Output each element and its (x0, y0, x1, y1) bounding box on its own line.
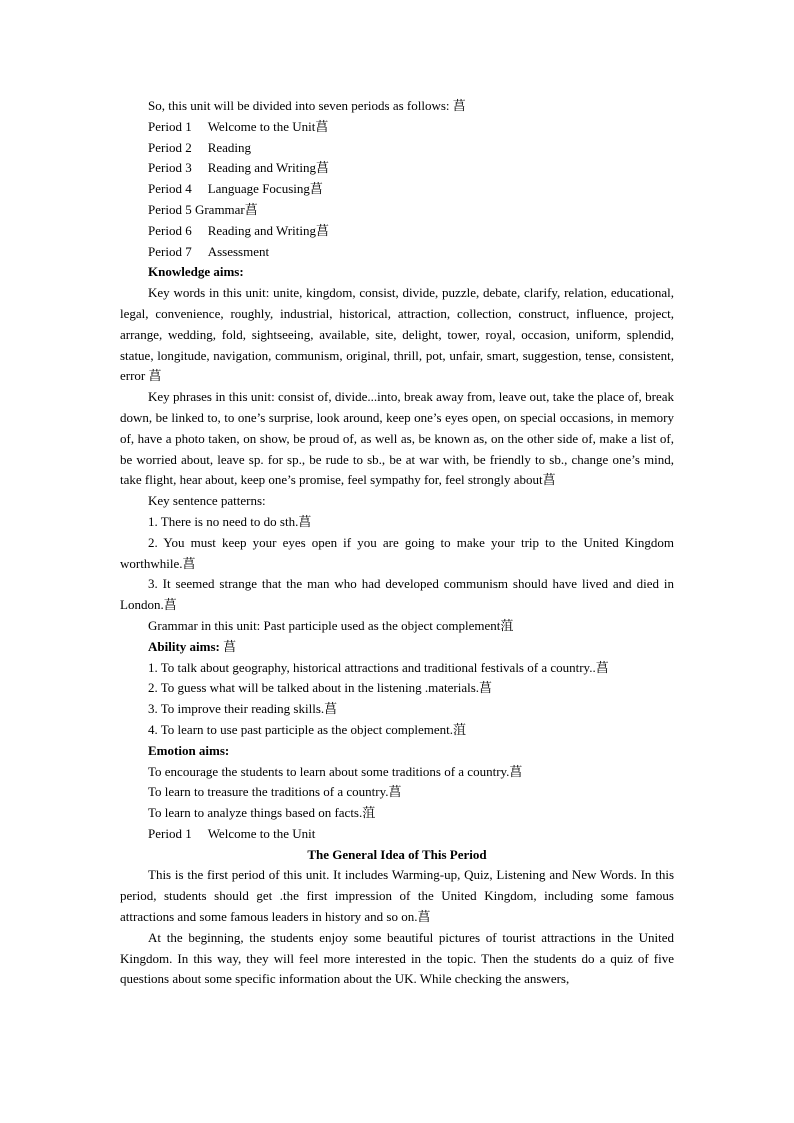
period-title: Assessment (207, 243, 270, 259)
period-item (120, 200, 674, 221)
ability-aims-heading: Ability aims: (148, 638, 220, 654)
period-label: Period 6 (148, 222, 192, 238)
period-title: Reading (207, 139, 252, 155)
ability-aims-suffix: 菖 (219, 638, 237, 654)
ability-aim-item: 4. To learn to use past participle as the object complement.菹 (148, 721, 466, 737)
period-item (120, 138, 674, 159)
ability-aim-item: 2. To guess what will be talked about in the listening .materials.菖 (148, 680, 493, 696)
key-phrases-paragraph: Key phrases in this unit: consist of, divide...into, break away from, leave out, take the place of, break down, be linked to, to one’s surprise, look around, keep one’s eyes open, on special occasions, in memory of, have a photo taken, on show, be proud of, as well as, be known as, on the other side of, make a list of, be worried about, leave sp. for sp., be rude to sb., be at war with, be friendly to sb., change one’s mind, take flight, hear about, keep one’s promise, feel sympathy for, feel strongly about菖 (120, 389, 674, 488)
grammar-paragraph: Grammar in this unit: Past participle used as the object complement菹 (148, 617, 514, 633)
emotion-aims-heading: Emotion aims: (148, 742, 230, 758)
period-label: Period 3 (148, 160, 192, 176)
period1-line (120, 824, 674, 845)
general-idea-heading: The General Idea of This Period (307, 846, 487, 862)
period-label: Period 4 (148, 181, 192, 197)
emotion-aim-item: To learn to analyze things based on facts.菹 (148, 805, 376, 821)
period-item (120, 158, 674, 179)
sentence-pattern-item: 2. You must keep your eyes open if you are going to make your trip to the United Kingdom worthwhile.菖 (120, 534, 674, 571)
period-label: Period 2 (148, 139, 192, 155)
period-title: Language Focusing菖 (207, 181, 323, 197)
period-title: Reading and Writing菖 (207, 160, 329, 176)
period-label: Period 7 (148, 243, 192, 259)
period-title: Welcome to the Unit菖 (207, 118, 329, 134)
emotion-aim-item: To learn to treasure the traditions of a country.菖 (148, 784, 402, 800)
general-idea-paragraph: At the beginning, the students enjoy some beautiful pictures of tourist attractions in the United Kingdom. In this way, they will feel more interested in the topic. Then the students do a quiz of five questions about some specific information about the UK. While checking the answers, (120, 929, 674, 987)
period-title: Grammar菖 (194, 201, 258, 217)
period-item (120, 179, 674, 200)
period-label: Period 5 (148, 201, 192, 217)
period-label: Period 1 (148, 825, 192, 841)
ability-aims-heading-line (120, 637, 674, 658)
key-sentence-patterns-heading: Key sentence patterns: (148, 493, 266, 509)
key-words-paragraph: Key words in this unit: unite, kingdom, consist, divide, puzzle, debate, clarify, relation, educational, legal, convenience, roughly, industrial, historical, attraction, collection, construct, influence, project, arrange, wedding, fold, sightseeing, available, site, delight, tower, royal, occasion, uniform, splendid, statue, longitude, navigation, communism, original, thrill, pot, unfair, smart, suggestion, tense, consistent, error 菖 (120, 285, 674, 384)
period-title: Welcome to the Unit (207, 825, 316, 841)
period-title: Reading and Writing菖 (207, 222, 329, 238)
period-label: Period 1 (148, 118, 192, 134)
ability-aim-item: 3. To improve their reading skills.菖 (148, 701, 338, 717)
general-idea-paragraph: This is the first period of this unit. It includes Warming-up, Quiz, Listening and New Words. In this period, students should get .the first impression of the United Kingdom, including some famous attractions and some famous leaders in history and so on.菖 (120, 867, 674, 925)
knowledge-aims-heading: Knowledge aims: (148, 264, 244, 280)
intro-text: So, this unit will be divided into seven periods as follows: 菖 (148, 98, 466, 113)
period-list (120, 117, 674, 263)
period-item (120, 221, 674, 242)
document-page (120, 96, 674, 990)
period-item (120, 242, 674, 263)
sentence-pattern-item: 1. There is no need to do sth.菖 (148, 513, 312, 529)
ability-aim-item: 1. To talk about geography, historical attractions and traditional festivals of a country..菖 (148, 659, 609, 675)
sentence-pattern-item: 3. It seemed strange that the man who had developed communism should have lived and died in London.菖 (120, 576, 674, 613)
emotion-aim-item: To encourage the students to learn about some traditions of a country.菖 (148, 763, 523, 779)
period-item (120, 117, 674, 138)
